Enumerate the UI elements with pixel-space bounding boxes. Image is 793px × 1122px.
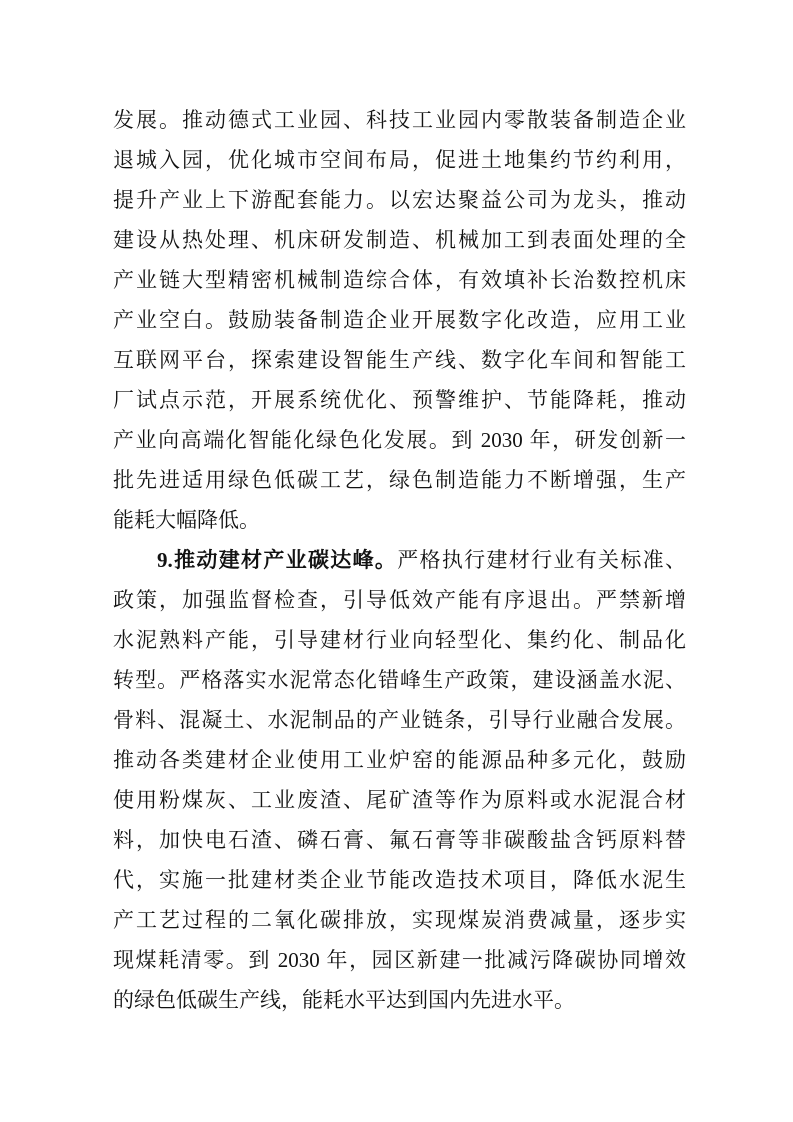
paragraph-industry-equipment bbox=[113, 100, 686, 540]
text-line: 产业链大型精密机械制造综合体，有效填补长治数控机床 bbox=[113, 268, 686, 292]
paragraph-item-9-building-materials bbox=[113, 540, 686, 1020]
text-line: 厂试点示范，开展系统优化、预警维护、节能降耗，推动 bbox=[113, 388, 686, 412]
text-line: 能耗大幅降低。 bbox=[113, 508, 260, 532]
text-line: 产工艺过程的二氧化碳排放，实现煤炭消费减量，逐步实 bbox=[113, 908, 686, 932]
text-line: 提升产业上下游配套能力。以宏达聚益公司为龙头，推动 bbox=[113, 188, 686, 212]
text-line: 转型。严格落实水泥常态化错峰生产政策，建设涵盖水泥、 bbox=[113, 668, 686, 692]
text-line: 的绿色低碳生产线，能耗水平达到国内先进水平。 bbox=[113, 988, 575, 1012]
document-text-block bbox=[113, 100, 686, 1020]
text-line bbox=[113, 540, 686, 580]
text-line: 使用粉煤灰、工业废渣、尾矿渣等作为原料或水泥混合材 bbox=[113, 788, 686, 812]
text-line: 建设从热处理、机床研发制造、机械加工到表面处理的全 bbox=[113, 228, 686, 252]
text-line: 政策，加强监督检查，引导低效产能有序退出。严禁新增 bbox=[113, 588, 686, 612]
text-line: 骨料、混凝土、水泥制品的产业链条，引导行业融合发展。 bbox=[113, 708, 686, 732]
text-line: 料，加快电石渣、磷石膏、氟石膏等非碳酸盐含钙原料替 bbox=[113, 828, 686, 852]
text-line: 互联网平台，探索建设智能生产线、数字化车间和智能工 bbox=[113, 348, 686, 372]
text-line: 代，实施一批建材类企业节能改造技术项目，降低水泥生 bbox=[113, 868, 686, 892]
text-line: 发展。推动德式工业园、科技工业园内零散装备制造企业 bbox=[113, 108, 686, 132]
item-9-first-line-text: 严格执行建材行业有关标准、 bbox=[397, 548, 687, 572]
text-line: 退城入园，优化城市空间布局，促进土地集约节约利用， bbox=[113, 148, 686, 172]
text-line: 推动各类建材企业使用工业炉窑的能源品种多元化，鼓励 bbox=[113, 748, 686, 772]
text-line: 水泥熟料产能，引导建材行业向轻型化、集约化、制品化 bbox=[113, 628, 686, 652]
item-9-heading: 9.推动建材产业碳达峰。 bbox=[157, 548, 398, 572]
text-line: 现煤耗清零。到 2030 年，园区新建一批减污降碳协同增效 bbox=[113, 948, 686, 972]
text-line: 批先进适用绿色低碳工艺，绿色制造能力不断增强，生产 bbox=[113, 468, 686, 492]
text-line: 产业空白。鼓励装备制造企业开展数字化改造，应用工业 bbox=[113, 308, 686, 332]
text-line: 产业向高端化智能化绿色化发展。到 2030 年，研发创新一 bbox=[113, 428, 686, 452]
